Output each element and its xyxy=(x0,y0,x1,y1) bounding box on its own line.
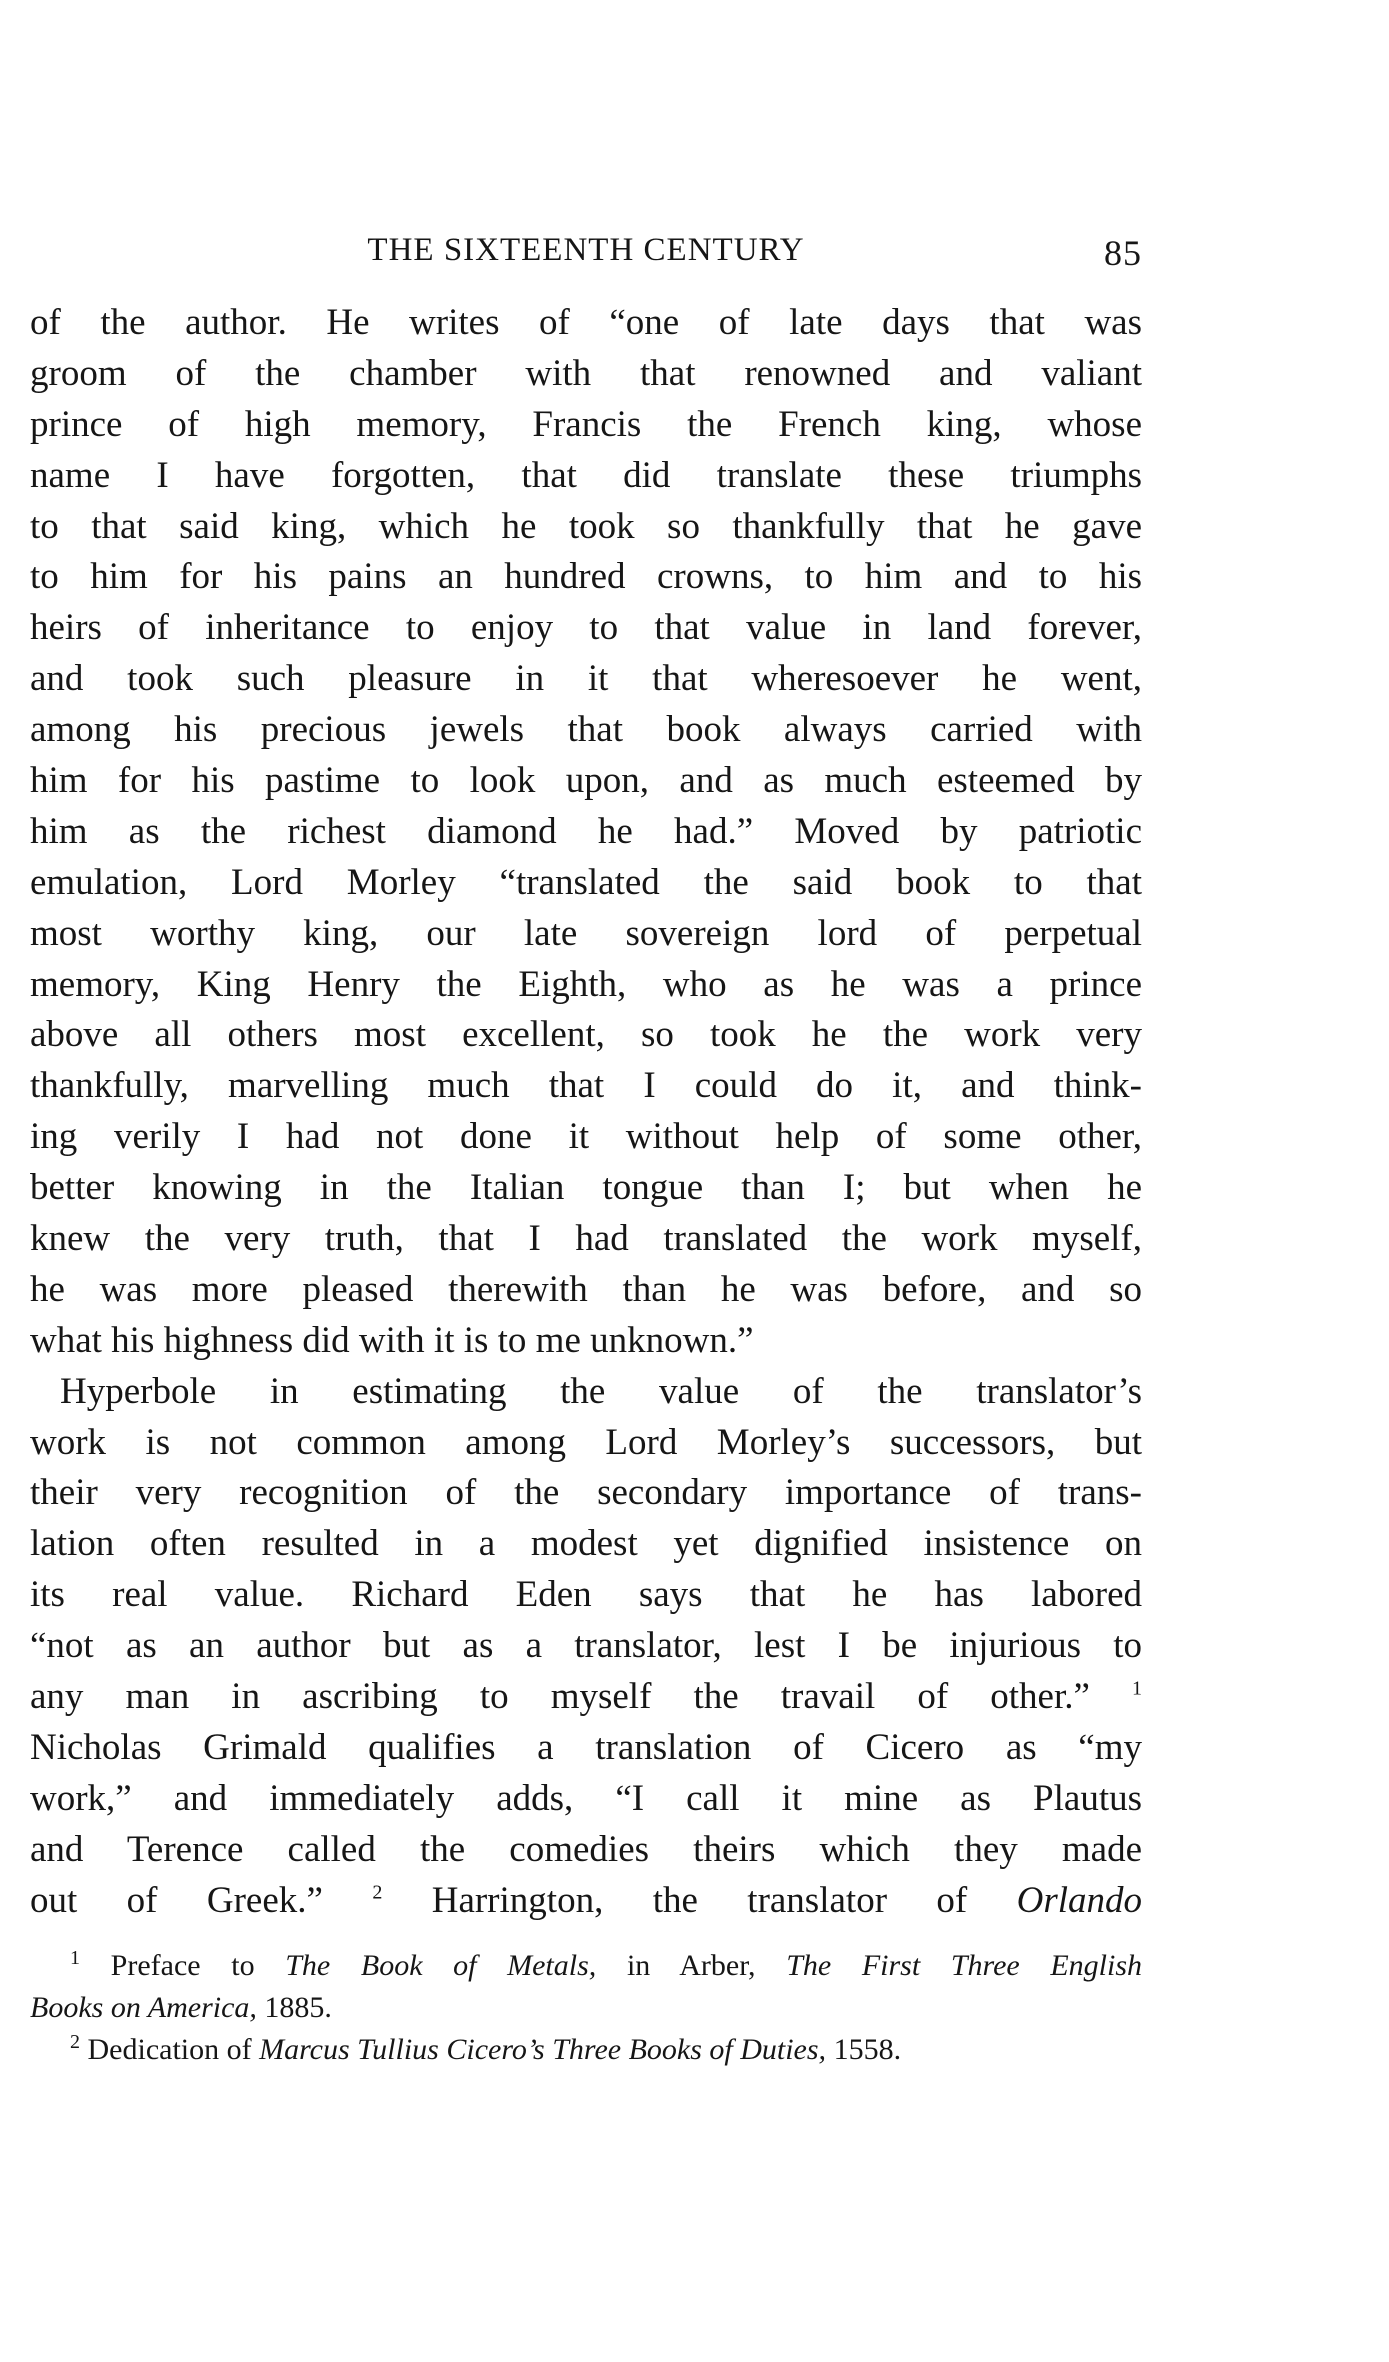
text-line-with-note xyxy=(30,1876,1142,1927)
text-line: Hyperbole in estimating the value of the translator’s xyxy=(60,1370,1142,1412)
text-line: him for his pastime to look upon, and as much esteemed by xyxy=(30,760,1142,802)
text-line: name I have forgotten, that did translate these triumphs xyxy=(30,454,1142,496)
footnote-title: Marcus Tullius Cicero’s Three Books of Duties, xyxy=(259,2032,827,2066)
footnote-text: 1885. xyxy=(264,1990,332,2024)
page-number: 85 xyxy=(1104,233,1142,273)
text-line: to that said king, which he took so thankfully that he gave xyxy=(30,505,1142,547)
text-line: he was more pleased therewith than he was before, and so xyxy=(30,1268,1142,1310)
footnote-text: Preface to xyxy=(110,1948,255,1982)
footnote-reference: 2 xyxy=(372,1881,383,1904)
text-line: above all others most excellent, so took he the work very xyxy=(30,1014,1142,1056)
text-line: him as the richest diamond he had.” Moved by patriotic xyxy=(30,810,1142,852)
footnote-1-continued xyxy=(30,1987,1142,2029)
text-line: of the author. He writes of “one of late days that was xyxy=(30,302,1142,343)
footnote-2 xyxy=(30,2029,1142,2071)
text-line-with-note xyxy=(30,1672,1142,1723)
running-title: THE SIXTEENTH CENTURY xyxy=(367,232,805,268)
text-line: work,” and immediately adds, “I call it mine as Plautus xyxy=(30,1777,1142,1819)
text-line: and took such pleasure in it that wheresoever he went, xyxy=(30,658,1142,700)
footnote-text: in Arber, xyxy=(626,1948,756,1982)
text-line: heirs of inheritance to enjoy to that value in land forever, xyxy=(30,607,1142,649)
book-page xyxy=(30,232,1142,2071)
text-line: better knowing in the Italian tongue than I; but when he xyxy=(30,1167,1142,1209)
footnote-text: 1558. xyxy=(833,2032,902,2066)
footnote-title: Books on America, xyxy=(30,1990,257,2024)
footnote-marker: 2 xyxy=(70,2030,80,2053)
text-line: to him for his pains an hundred crowns, to him and to his xyxy=(30,556,1142,598)
footnotes xyxy=(30,1945,1142,2071)
text-line: most worthy king, our late sovereign lord of perpetual xyxy=(30,912,1142,954)
text-segment: any man in ascribing to myself the travail of other.” xyxy=(30,1676,1090,1718)
text-line: its real value. Richard Eden says that he has labored xyxy=(30,1574,1142,1616)
text-line: groom of the chamber with that renowned and valiant xyxy=(30,352,1142,394)
footnote-title: The First Three English xyxy=(786,1948,1143,1982)
text-line: among his precious jewels that book always carried with xyxy=(30,709,1142,751)
text-line: knew the very truth, that I had translated the work myself, xyxy=(30,1218,1142,1260)
text-line: Nicholas Grimald qualifies a translation of Cicero as “my xyxy=(30,1726,1142,1768)
text-line: work is not common among Lord Morley’s successors, but xyxy=(30,1421,1142,1463)
text-line: and Terence called the comedies theirs which they made xyxy=(30,1828,1142,1870)
text-line: “not as an author but as a translator, lest I be injurious to xyxy=(30,1625,1142,1667)
text-line: memory, King Henry the Eighth, who as he was a prince xyxy=(30,963,1142,1005)
footnote-1 xyxy=(30,1945,1142,1987)
footnote-title: The Book of Metals, xyxy=(285,1948,597,1982)
italic-title: Orlando xyxy=(1016,1879,1143,1921)
text-line: what his highness did with it is to me unknown.” xyxy=(30,1319,754,1361)
text-line: ing verily I had not done it without help of some other, xyxy=(30,1116,1142,1158)
text-segment: Harrington, the translator of xyxy=(431,1879,968,1921)
text-line: emulation, Lord Morley “translated the said book to that xyxy=(30,861,1142,903)
running-head xyxy=(30,232,1142,288)
text-line: their very recognition of the secondary importance of trans- xyxy=(30,1472,1142,1514)
footnote-text: Dedication of xyxy=(87,2032,252,2066)
text-segment: out of Greek.” xyxy=(30,1879,323,1921)
text-line: lation often resulted in a modest yet dignified insistence on xyxy=(30,1523,1142,1565)
footnote-reference: 1 xyxy=(1132,1677,1143,1700)
text-line: prince of high memory, Francis the French king, whose xyxy=(30,403,1142,445)
text-line: thankfully, marvelling much that I could do it, and think- xyxy=(30,1065,1142,1107)
body-text xyxy=(30,298,1142,1927)
footnote-marker: 1 xyxy=(70,1946,80,1969)
